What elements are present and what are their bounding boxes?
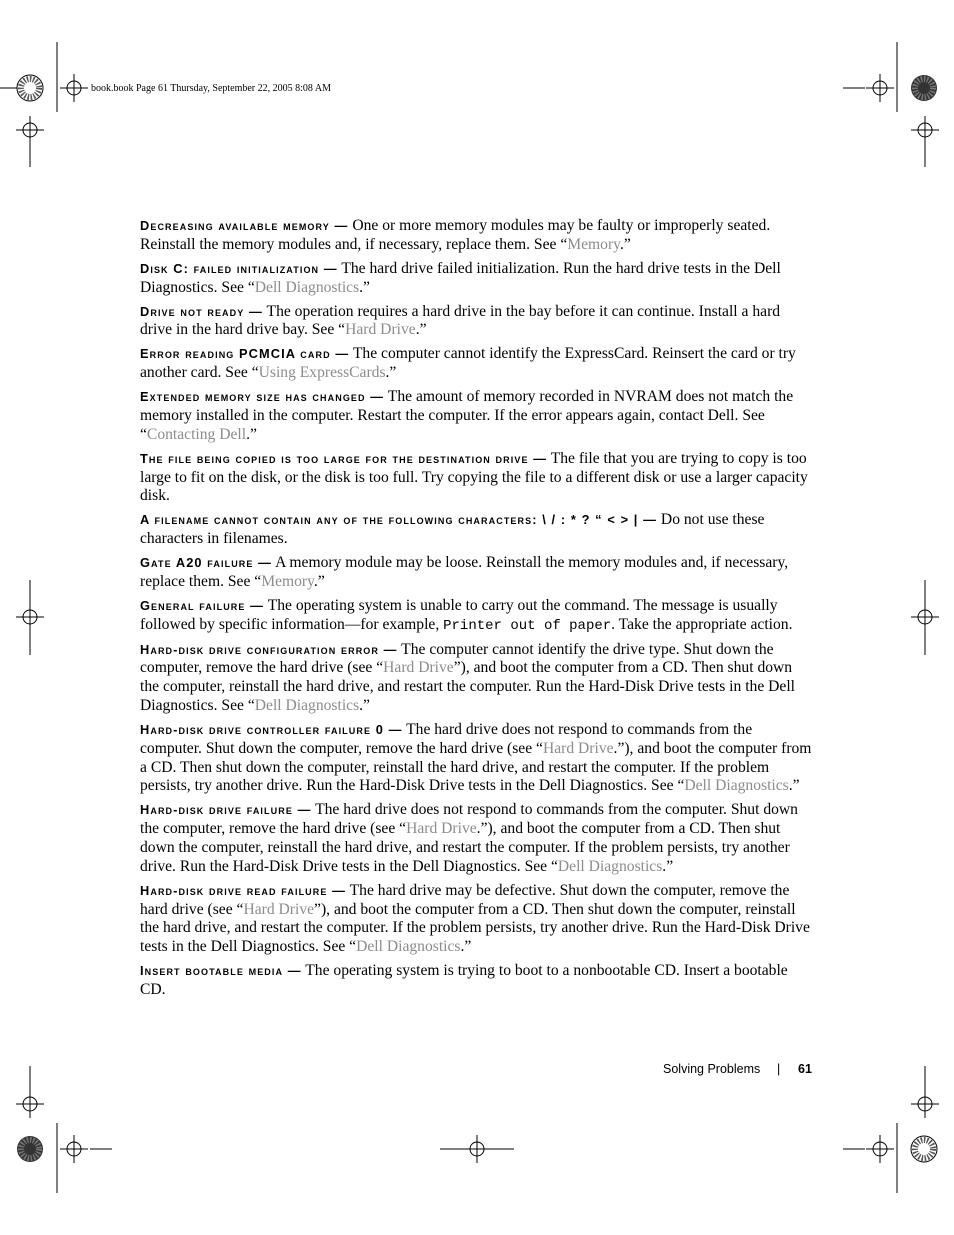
entry-description: .” xyxy=(788,777,800,795)
error-entry xyxy=(140,882,812,957)
print-header: book.book Page 61 Thursday, September 22, 2005 8:08 AM xyxy=(91,83,331,94)
error-term: Insert bootable media — xyxy=(140,963,302,979)
error-entry xyxy=(140,801,812,876)
error-entry xyxy=(140,260,812,298)
entry-description: ”), and boot the computer from a CD. Then shut down the computer, reinstall the hard drive, and restart the computer. If the problem persists, try another drive. Run the Hard-Disk Drive tests in the Dell Diagnostics. See “ xyxy=(140,900,810,956)
cross-reference-link[interactable]: Hard Drive xyxy=(406,820,477,838)
entry-description: .” xyxy=(359,697,370,715)
entry-description: The hard drive may be defective. Shut down the computer, remove the hard drive (see “ xyxy=(140,881,790,918)
entry-description: .” xyxy=(246,425,257,443)
entry-description: .” xyxy=(662,857,674,875)
footer-separator: | xyxy=(777,1062,781,1076)
error-entry xyxy=(140,597,812,636)
cross-reference-link[interactable]: Hard Drive xyxy=(383,659,454,677)
cross-reference-link[interactable]: Contacting Dell xyxy=(146,425,247,443)
entry-description: The operation requires a hard drive in the bay before it can continue. Install a hard drive in the hard drive bay. See “ xyxy=(140,302,781,339)
entry-description: One or more memory modules may be faulty or improperly seated. Reinstall the memory modules and, if necessary, replace them. See “ xyxy=(140,217,771,253)
cross-reference-link[interactable]: Memory xyxy=(567,235,620,253)
entry-description: .” xyxy=(313,572,325,590)
cross-reference-link[interactable]: Dell Diagnostics xyxy=(684,777,789,795)
error-term: Hard-disk drive controller failure 0 — xyxy=(140,722,403,737)
error-entry xyxy=(140,303,812,341)
entry-description: The amount of memory recorded in NVRAM does not match the memory installed in the computer. Restart the computer. If the error appears again, contact Dell. See “ xyxy=(140,388,794,443)
error-entry xyxy=(140,511,812,549)
cross-reference-link[interactable]: Dell Diagnostics xyxy=(557,857,663,875)
entry-description: .” xyxy=(385,364,397,382)
entry-description: ”), and boot the computer from a CD. Then shut down the computer, reinstall the hard drive, and restart the computer. Run the Hard-Disk Drive tests in the Dell Diagnostics. See “ xyxy=(140,659,795,715)
error-term: Hard-disk drive failure — xyxy=(140,802,312,818)
cross-reference-link[interactable]: Dell Diagnostics xyxy=(254,278,360,296)
error-entry xyxy=(140,554,812,592)
entry-description: Do not use these characters in filenames. xyxy=(140,511,765,548)
error-term: The file being copied is too large for the destination drive — xyxy=(140,450,548,466)
error-term: Hard-disk drive read failure — xyxy=(140,882,347,898)
cross-reference-link[interactable]: Hard Drive xyxy=(542,739,614,757)
entry-description: The operating system is unable to carry out the command. The message is usually followed by specific information—for example, xyxy=(140,596,778,633)
footer-page-number: 61 xyxy=(798,1062,812,1076)
entry-description: The computer cannot identify the drive type. Shut down the computer, remove the hard drive (see “ xyxy=(140,640,774,677)
entry-description: The operating system is trying to boot to a nonbootable CD. Insert a bootable CD. xyxy=(140,962,788,998)
cross-reference-link[interactable]: Memory xyxy=(261,572,314,590)
error-entry xyxy=(140,217,812,255)
entry-description: The hard drive does not respond to commands from the computer. Shut down the computer, remove the hard drive (see “ xyxy=(140,801,798,838)
error-term: Gate A20 failure — xyxy=(140,555,273,571)
entry-description: .” xyxy=(619,235,631,253)
error-term: Disk C: failed initialization — xyxy=(140,260,338,276)
error-entry xyxy=(140,962,812,1000)
cross-reference-link[interactable]: Hard Drive xyxy=(345,321,416,339)
entry-description: .”), and boot the computer from a CD. Then shut down the computer, reinstall the hard drive, and restart the computer. If the problem persists, try another drive. Run the Hard-Disk Drive tests in the Dell Diagnostics. See “ xyxy=(140,739,812,795)
code-text: Printer out of paper xyxy=(443,617,612,634)
entry-description: The file that you are trying to copy is too large to fit on the disk, or the disk is too full. Try copying the file to a different disk or use a larger capacity disk. xyxy=(140,449,808,505)
entry-description: The computer cannot identify the ExpressCard. Reinsert the card or try another card. See “ xyxy=(140,345,796,382)
entry-description: .” xyxy=(359,278,370,296)
error-entry xyxy=(140,721,812,796)
entry-description: .”), and boot the computer from a CD. Then shut down the computer, reinstall the hard drive, and restart the computer. If the problem persists, try another drive. Run the Hard-Disk Drive tests in the Dell Diagnostics. See “ xyxy=(140,820,790,875)
error-entry xyxy=(140,345,812,383)
error-term: Drive not ready — xyxy=(140,303,263,319)
error-entry xyxy=(140,641,812,716)
cross-reference-link[interactable]: Using ExpressCards xyxy=(258,364,386,382)
entry-description: A memory module may be loose. Reinstall the memory modules and, if necessary, replace them. See “ xyxy=(140,554,789,590)
error-message-list xyxy=(140,217,812,1005)
error-entry xyxy=(140,450,812,506)
cross-reference-link[interactable]: Dell Diagnostics xyxy=(254,697,360,715)
error-term: A filename cannot contain any of the following characters: \ / : * ? “ < > | — xyxy=(140,512,658,528)
entry-description: .” xyxy=(415,321,427,339)
error-term: Decreasing available memory — xyxy=(140,218,349,233)
entry-description: . Take the appropriate action. xyxy=(611,615,793,633)
error-term: Error reading PCMCIA card — xyxy=(140,346,350,362)
entry-description: .” xyxy=(460,938,472,956)
footer-section-title: Solving Problems xyxy=(663,1062,761,1076)
entry-description: The hard drive failed initialization. Run the hard drive tests in the Dell Diagnostics. See “ xyxy=(140,259,781,296)
error-term: Extended memory size has changed — xyxy=(140,389,385,405)
entry-description: The hard drive does not respond to commands from the computer. Shut down the computer, remove the hard drive (see “ xyxy=(140,721,753,757)
error-term: Hard-disk drive configuration error — xyxy=(140,641,398,657)
error-entry xyxy=(140,388,812,444)
error-term: General failure — xyxy=(140,597,265,613)
cross-reference-link[interactable]: Dell Diagnostics xyxy=(356,938,461,956)
cross-reference-link[interactable]: Hard Drive xyxy=(243,900,315,918)
